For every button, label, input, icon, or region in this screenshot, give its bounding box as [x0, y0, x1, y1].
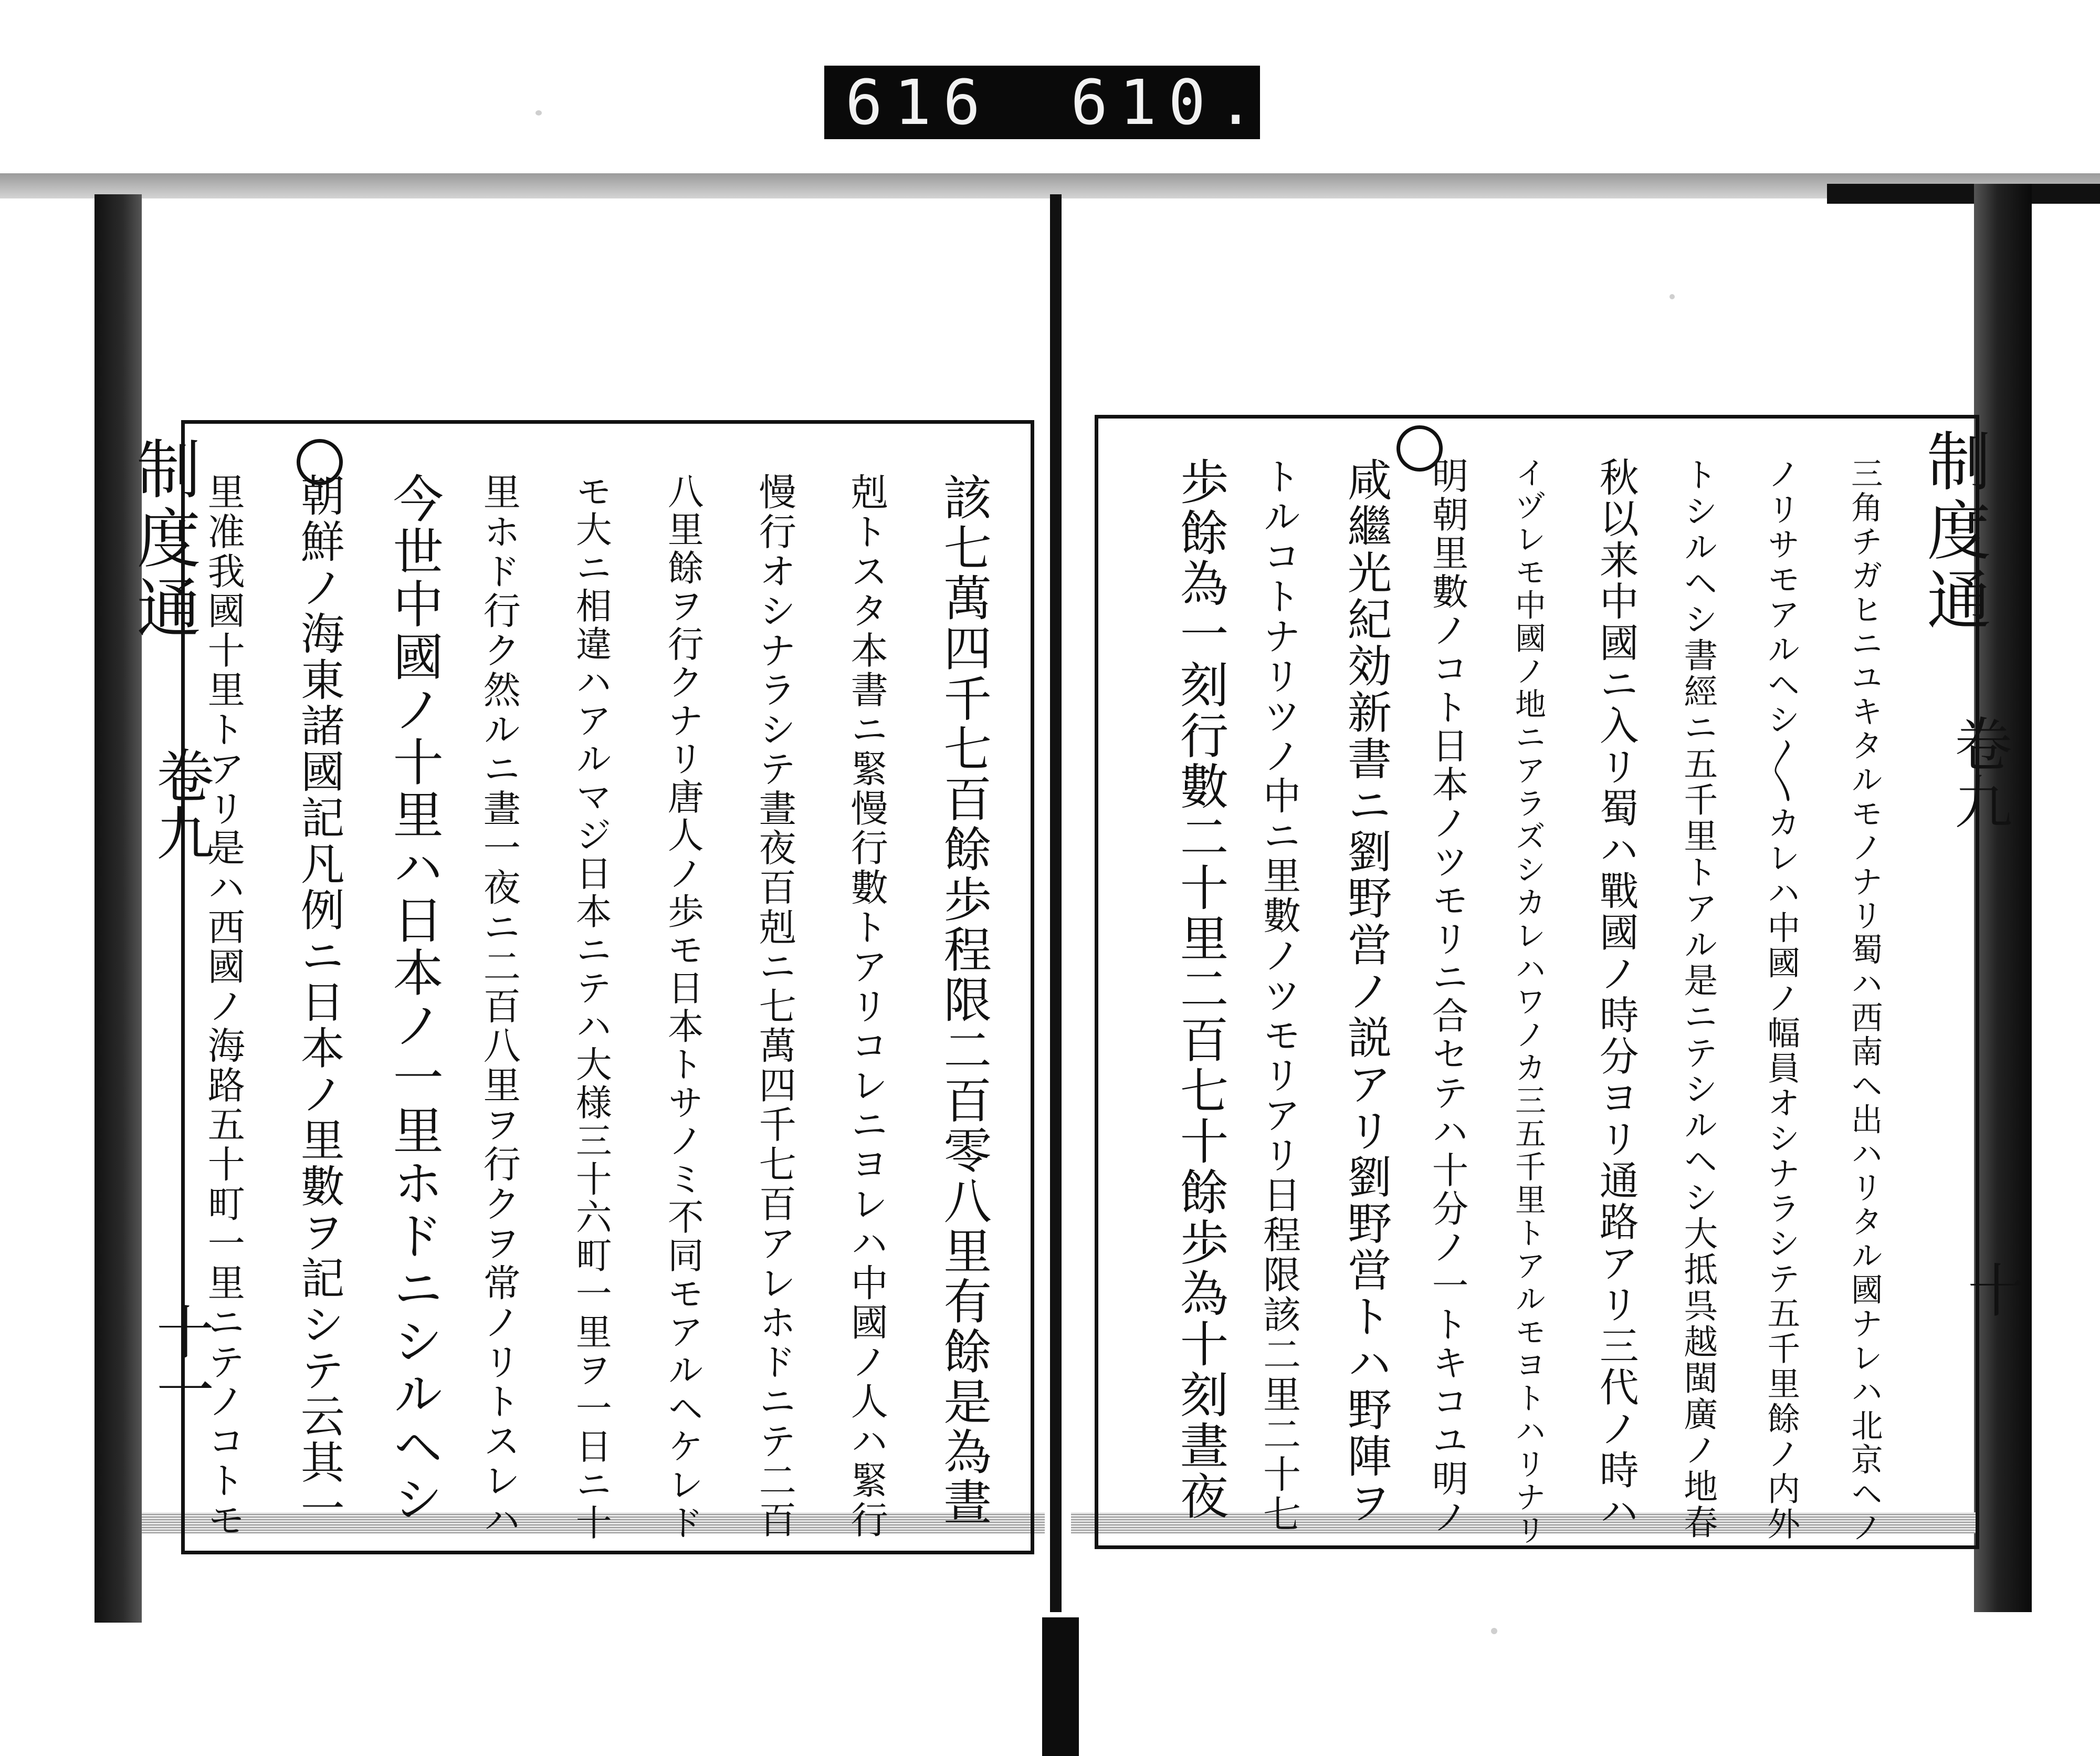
text-column: 秋以来中國ニ入リ蜀ハ戰國ノ時分ヨリ通路アリ三代ノ時ハ	[1593, 457, 1639, 1533]
scan-top-bar-dark	[1827, 184, 2100, 204]
left-page-volume: 卷九	[147, 746, 214, 861]
book-gutter-bottom	[1042, 1617, 1079, 1756]
call-number-left: 616	[845, 66, 992, 139]
book-gutter	[1050, 194, 1062, 1612]
scan-speck	[1491, 1628, 1497, 1634]
call-number-right: 610.	[1070, 66, 1266, 139]
right-page-hashira: 制度通	[1916, 428, 1991, 636]
left-book-edge	[94, 194, 142, 1623]
text-column: トルコトナリツノ中ニ里數ノツモリアリ日程限該二里二十七	[1257, 457, 1301, 1534]
text-column: トシルヘシ書經ニ五千里トアル是ニテシルヘシ大抵呉越閩廣ノ地春	[1677, 457, 1717, 1541]
text-column: 今世中國ノ十里ハ日本ノ一里ホドニシルヘシ	[384, 473, 444, 1525]
call-number-label	[824, 66, 1266, 139]
text-column: イヅレモ中國ノ地ニアラズシカレハワノカ三五千里トアルモヨトハリナリ	[1509, 457, 1546, 1548]
text-column: ノリサモアルヘシ〳〵カレハ中國ノ幅員オシナラシテ五千里餘ノ内外	[1761, 457, 1800, 1542]
paragraph-circle-mark	[1396, 425, 1443, 472]
left-page-folio: 十一	[147, 1302, 214, 1418]
text-column: 該七萬四千七百餘歩程限二百零八里有餘是為晝	[936, 473, 992, 1528]
paragraph-circle-mark	[297, 439, 343, 485]
text-column: 八里餘ヲ行クナリ唐人ノ歩モ日本トサノミ不同モアルヘケレド	[661, 473, 704, 1542]
text-column: 朝鮮ノ海東諸國記凡例ニ日本ノ里數ヲ記シテ云其一	[293, 473, 345, 1532]
text-column: 咸繼光紀効新書ニ劉野営ノ説アリ劉野営トハ野陣ヲ	[1340, 457, 1392, 1526]
text-column: 慢行オシナラシテ晝夜百剋ニ七萬四千七百アレホドニテ二百	[753, 473, 797, 1540]
text-column: 明朝里數ノコト日本ノツモリニ合セテハ十分ノ一トキコユ明ノ	[1425, 457, 1468, 1537]
scan-speck	[1670, 294, 1675, 299]
text-column: 里ホド行ク然ルニ晝一夜ニ二百八里ヲ行クヲ常ノリトスレハ	[477, 473, 521, 1540]
scan-speck	[536, 110, 542, 116]
text-column: モ大ニ相違ハアルマジ日本ニテハ大様三十六町一里ヲ一日ニ十	[569, 473, 612, 1542]
text-column: 三角チガヒニユキタルモノナリ蜀ハ西南ヘ出ハリタル國ナレハ北京ヘノ	[1845, 457, 1883, 1545]
right-page-folio: 十	[1958, 1260, 2025, 1318]
text-column: 里准我國十里トアリ是ハ西國ノ海路五十町一里ニテノコトモ	[202, 473, 246, 1540]
right-book-edge	[1974, 184, 2032, 1612]
text-column: 歩餘為一刻行數二十里二百七十餘歩為十刻晝夜	[1172, 457, 1229, 1522]
left-page-hashira: 制度通	[126, 436, 201, 644]
text-column: 剋トスタ本書ニ緊慢行數トアリコレニヨレハ中國ノ人ハ緊行	[845, 473, 889, 1540]
right-page-volume: 卷九	[1945, 714, 2012, 830]
